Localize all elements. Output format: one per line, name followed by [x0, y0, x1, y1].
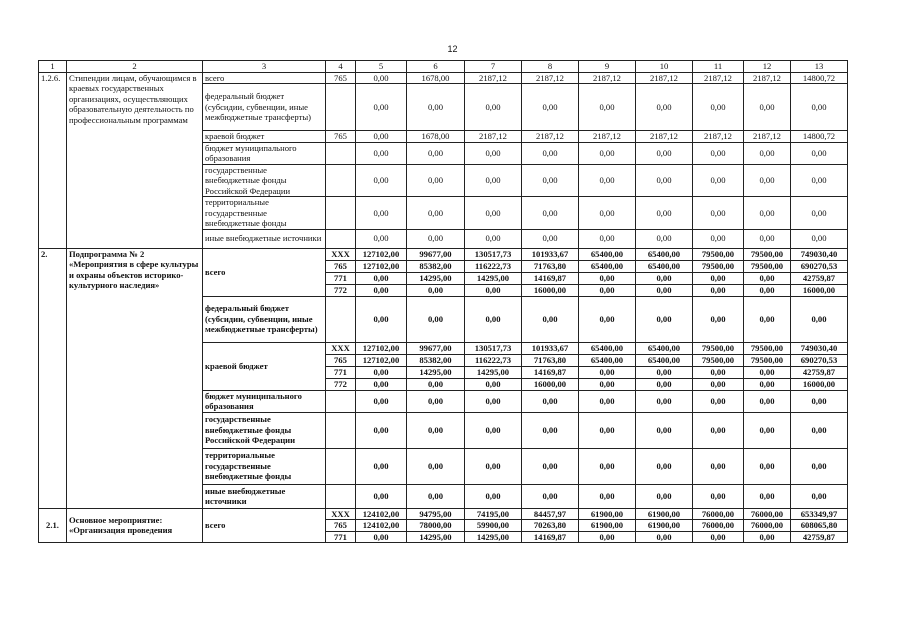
- value-cell: 94795,00: [407, 508, 465, 520]
- value-cell: 14295,00: [465, 366, 522, 378]
- value-cell: 79500,00: [693, 354, 744, 366]
- value-cell: 0,00: [636, 390, 693, 412]
- header-cell: 11: [693, 61, 744, 73]
- value-cell: 0,00: [407, 448, 465, 484]
- value-cell: 65400,00: [579, 342, 636, 354]
- value-cell: 65400,00: [636, 248, 693, 260]
- value-cell: 0,00: [407, 164, 465, 197]
- code-cell: 772: [326, 378, 356, 390]
- header-cell: 3: [203, 61, 326, 73]
- value-cell: 0,00: [465, 164, 522, 197]
- value-cell: 65400,00: [579, 260, 636, 272]
- value-cell: 14800,72: [791, 131, 848, 143]
- value-cell: 0,00: [636, 296, 693, 342]
- row-code: 1.2.6.: [39, 72, 67, 248]
- value-cell: 0,00: [744, 448, 791, 484]
- value-cell: 0,00: [693, 390, 744, 412]
- value-cell: 65400,00: [636, 354, 693, 366]
- source-cell: государственные внебюджетные фонды Российской Федерации: [203, 412, 326, 448]
- value-cell: 0,00: [744, 531, 791, 543]
- value-cell: 0,00: [744, 296, 791, 342]
- value-cell: 0,00: [356, 197, 407, 230]
- value-cell: 65400,00: [636, 342, 693, 354]
- row-name: Основное мероприятие: «Организация проведения: [67, 508, 203, 543]
- value-cell: 2187,12: [522, 131, 579, 143]
- header-cell: 8: [522, 61, 579, 73]
- value-cell: 0,00: [744, 484, 791, 508]
- value-cell: 0,00: [579, 84, 636, 131]
- value-cell: 0,00: [693, 197, 744, 230]
- value-cell: 79500,00: [744, 248, 791, 260]
- header-cell: 5: [356, 61, 407, 73]
- code-cell: 765: [326, 520, 356, 532]
- value-cell: 79500,00: [744, 354, 791, 366]
- code-cell: [326, 484, 356, 508]
- value-cell: 2187,12: [465, 72, 522, 84]
- value-cell: 76000,00: [693, 508, 744, 520]
- header-cell: 4: [326, 61, 356, 73]
- value-cell: 0,00: [356, 366, 407, 378]
- source-cell: всего: [203, 508, 326, 543]
- value-cell: 79500,00: [693, 248, 744, 260]
- value-cell: 79500,00: [693, 260, 744, 272]
- value-cell: 0,00: [579, 448, 636, 484]
- value-cell: 101933,67: [522, 342, 579, 354]
- value-cell: 0,00: [356, 484, 407, 508]
- value-cell: 0,00: [579, 272, 636, 284]
- value-cell: 71763,80: [522, 354, 579, 366]
- value-cell: 0,00: [522, 229, 579, 248]
- value-cell: 2187,12: [579, 72, 636, 84]
- value-cell: 0,00: [693, 229, 744, 248]
- value-cell: 0,00: [356, 84, 407, 131]
- value-cell: 749030,40: [791, 248, 848, 260]
- value-cell: 0,00: [407, 412, 465, 448]
- value-cell: 59900,00: [465, 520, 522, 532]
- value-cell: 14169,87: [522, 366, 579, 378]
- value-cell: 0,00: [636, 448, 693, 484]
- code-cell: [326, 197, 356, 230]
- value-cell: 61900,00: [579, 508, 636, 520]
- value-cell: 608065,80: [791, 520, 848, 532]
- value-cell: 1678,00: [407, 72, 465, 84]
- value-cell: 0,00: [636, 378, 693, 390]
- header-cell: 7: [465, 61, 522, 73]
- value-cell: 0,00: [356, 390, 407, 412]
- value-cell: 0,00: [579, 366, 636, 378]
- source-cell: всего: [203, 72, 326, 84]
- value-cell: 0,00: [791, 448, 848, 484]
- value-cell: 0,00: [356, 448, 407, 484]
- value-cell: 0,00: [522, 197, 579, 230]
- value-cell: 16000,00: [791, 378, 848, 390]
- header-cell: 12: [744, 61, 791, 73]
- code-cell: 765: [326, 354, 356, 366]
- value-cell: 0,00: [407, 197, 465, 230]
- table-row: [39, 61, 848, 73]
- value-cell: 0,00: [522, 390, 579, 412]
- value-cell: 99677,00: [407, 248, 465, 260]
- value-cell: 127102,00: [356, 248, 407, 260]
- value-cell: 124102,00: [356, 508, 407, 520]
- value-cell: 0,00: [579, 390, 636, 412]
- value-cell: 0,00: [522, 296, 579, 342]
- value-cell: 2187,12: [636, 131, 693, 143]
- value-cell: 65400,00: [636, 260, 693, 272]
- source-cell: краевой бюджет: [203, 342, 326, 390]
- value-cell: 0,00: [744, 272, 791, 284]
- value-cell: 0,00: [791, 142, 848, 164]
- value-cell: 0,00: [693, 531, 744, 543]
- value-cell: 0,00: [693, 296, 744, 342]
- value-cell: 0,00: [744, 390, 791, 412]
- value-cell: 0,00: [693, 412, 744, 448]
- value-cell: 0,00: [791, 296, 848, 342]
- value-cell: 79500,00: [693, 342, 744, 354]
- code-cell: 772: [326, 284, 356, 296]
- value-cell: 0,00: [693, 84, 744, 131]
- value-cell: 0,00: [407, 142, 465, 164]
- value-cell: 0,00: [579, 142, 636, 164]
- value-cell: 61900,00: [636, 508, 693, 520]
- value-cell: 0,00: [579, 164, 636, 197]
- value-cell: 0,00: [407, 378, 465, 390]
- value-cell: 79500,00: [744, 342, 791, 354]
- value-cell: 0,00: [636, 412, 693, 448]
- source-cell: краевой бюджет: [203, 131, 326, 143]
- value-cell: 0,00: [407, 390, 465, 412]
- value-cell: 14169,87: [522, 272, 579, 284]
- value-cell: 0,00: [407, 484, 465, 508]
- value-cell: 0,00: [356, 531, 407, 543]
- value-cell: 0,00: [744, 284, 791, 296]
- value-cell: 0,00: [744, 142, 791, 164]
- value-cell: 14295,00: [407, 531, 465, 543]
- source-cell: территориальные государственные внебюджетные фонды: [203, 197, 326, 230]
- value-cell: 0,00: [744, 378, 791, 390]
- source-cell: иные внебюджетные источники: [203, 229, 326, 248]
- code-cell: [326, 412, 356, 448]
- value-cell: 0,00: [636, 531, 693, 543]
- value-cell: 127102,00: [356, 354, 407, 366]
- value-cell: 0,00: [579, 284, 636, 296]
- value-cell: 124102,00: [356, 520, 407, 532]
- value-cell: 65400,00: [579, 354, 636, 366]
- value-cell: 0,00: [791, 197, 848, 230]
- value-cell: 0,00: [356, 378, 407, 390]
- value-cell: 0,00: [407, 84, 465, 131]
- value-cell: 14295,00: [465, 531, 522, 543]
- value-cell: 101933,67: [522, 248, 579, 260]
- code-cell: 765: [326, 131, 356, 143]
- value-cell: 2187,12: [579, 131, 636, 143]
- value-cell: 127102,00: [356, 260, 407, 272]
- value-cell: 0,00: [636, 284, 693, 296]
- value-cell: 0,00: [356, 164, 407, 197]
- source-cell: бюджет муниципального образования: [203, 390, 326, 412]
- value-cell: 0,00: [356, 412, 407, 448]
- source-cell: территориальные государственные внебюджетные фонды: [203, 448, 326, 484]
- value-cell: 0,00: [522, 84, 579, 131]
- source-cell: государственные внебюджетные фонды Российской Федерации: [203, 164, 326, 197]
- code-cell: [326, 142, 356, 164]
- header-cell: 1: [39, 61, 67, 73]
- value-cell: 0,00: [636, 142, 693, 164]
- code-cell: 765: [326, 72, 356, 84]
- value-cell: 0,00: [522, 484, 579, 508]
- value-cell: 127102,00: [356, 342, 407, 354]
- header-cell: 2: [67, 61, 203, 73]
- value-cell: 0,00: [579, 229, 636, 248]
- value-cell: 0,00: [407, 296, 465, 342]
- value-cell: 84457,97: [522, 508, 579, 520]
- source-cell: федеральный бюджет (субсидии, субвенции, иные межбюджетные трансферты): [203, 296, 326, 342]
- value-cell: 2187,12: [522, 72, 579, 84]
- budget-table: [38, 60, 848, 543]
- value-cell: 61900,00: [579, 520, 636, 532]
- value-cell: 16000,00: [522, 378, 579, 390]
- value-cell: 0,00: [465, 284, 522, 296]
- header-cell: 13: [791, 61, 848, 73]
- code-cell: XXX: [326, 342, 356, 354]
- value-cell: 0,00: [465, 390, 522, 412]
- value-cell: 79500,00: [744, 260, 791, 272]
- value-cell: 14295,00: [465, 272, 522, 284]
- value-cell: 0,00: [579, 484, 636, 508]
- value-cell: 2187,12: [636, 72, 693, 84]
- value-cell: 0,00: [636, 272, 693, 284]
- value-cell: 61900,00: [636, 520, 693, 532]
- value-cell: 116222,73: [465, 260, 522, 272]
- value-cell: 42759,87: [791, 366, 848, 378]
- value-cell: 0,00: [744, 84, 791, 131]
- page-number: 12: [447, 44, 458, 54]
- code-cell: [326, 296, 356, 342]
- value-cell: 690270,53: [791, 354, 848, 366]
- value-cell: 0,00: [465, 197, 522, 230]
- value-cell: 0,00: [356, 296, 407, 342]
- value-cell: 0,00: [465, 484, 522, 508]
- value-cell: 1678,00: [407, 131, 465, 143]
- value-cell: 749030,40: [791, 342, 848, 354]
- row-name: Подпрограмма № 2 «Мероприятия в сфере культуры и охраны объектов историко-культурного наследия»: [67, 248, 203, 508]
- value-cell: 78000,00: [407, 520, 465, 532]
- value-cell: 42759,87: [791, 531, 848, 543]
- value-cell: 0,00: [522, 412, 579, 448]
- value-cell: 2187,12: [744, 131, 791, 143]
- value-cell: 0,00: [791, 390, 848, 412]
- value-cell: 42759,87: [791, 272, 848, 284]
- source-cell: всего: [203, 248, 326, 296]
- value-cell: 0,00: [465, 142, 522, 164]
- source-cell: бюджет муниципального образования: [203, 142, 326, 164]
- code-cell: XXX: [326, 508, 356, 520]
- value-cell: 0,00: [579, 531, 636, 543]
- value-cell: 0,00: [693, 378, 744, 390]
- value-cell: 70263,80: [522, 520, 579, 532]
- value-cell: 16000,00: [791, 284, 848, 296]
- value-cell: 0,00: [356, 229, 407, 248]
- value-cell: 0,00: [522, 448, 579, 484]
- value-cell: 130517,73: [465, 248, 522, 260]
- code-cell: 771: [326, 272, 356, 284]
- value-cell: 0,00: [791, 164, 848, 197]
- source-cell: федеральный бюджет (субсидии, субвенции, иные межбюджетные трансферты): [203, 84, 326, 131]
- value-cell: 14295,00: [407, 366, 465, 378]
- value-cell: 0,00: [636, 229, 693, 248]
- value-cell: 0,00: [356, 131, 407, 143]
- row-name: Стипендии лицам, обучающимся в краевых государственных организациях, осуществляющих образовательную деятельность по профессиональным программам: [67, 72, 203, 248]
- value-cell: 0,00: [579, 197, 636, 230]
- header-cell: 9: [579, 61, 636, 73]
- value-cell: 2187,12: [693, 72, 744, 84]
- value-cell: 0,00: [791, 412, 848, 448]
- value-cell: 2187,12: [744, 72, 791, 84]
- value-cell: 0,00: [522, 142, 579, 164]
- value-cell: 0,00: [579, 412, 636, 448]
- value-cell: 0,00: [791, 84, 848, 131]
- value-cell: 0,00: [579, 296, 636, 342]
- value-cell: 0,00: [407, 229, 465, 248]
- value-cell: 74195,00: [465, 508, 522, 520]
- value-cell: 0,00: [636, 84, 693, 131]
- value-cell: 99677,00: [407, 342, 465, 354]
- code-cell: 771: [326, 366, 356, 378]
- value-cell: 14295,00: [407, 272, 465, 284]
- row-code: 2.1.: [39, 508, 67, 543]
- value-cell: 0,00: [791, 484, 848, 508]
- code-cell: [326, 448, 356, 484]
- value-cell: 76000,00: [744, 508, 791, 520]
- value-cell: 0,00: [579, 378, 636, 390]
- table-row: [39, 72, 848, 84]
- value-cell: 116222,73: [465, 354, 522, 366]
- value-cell: 16000,00: [522, 284, 579, 296]
- value-cell: 0,00: [356, 72, 407, 84]
- value-cell: 0,00: [465, 229, 522, 248]
- code-cell: XXX: [326, 248, 356, 260]
- header-cell: 6: [407, 61, 465, 73]
- value-cell: 14169,87: [522, 531, 579, 543]
- value-cell: 0,00: [693, 272, 744, 284]
- code-cell: 765: [326, 260, 356, 272]
- value-cell: 0,00: [636, 484, 693, 508]
- value-cell: 85382,00: [407, 354, 465, 366]
- row-code: 2.: [39, 248, 67, 508]
- value-cell: 0,00: [522, 164, 579, 197]
- value-cell: 0,00: [744, 197, 791, 230]
- value-cell: 76000,00: [744, 520, 791, 532]
- value-cell: 71763,80: [522, 260, 579, 272]
- table-row: [39, 248, 848, 260]
- value-cell: 76000,00: [693, 520, 744, 532]
- code-cell: [326, 229, 356, 248]
- code-cell: 771: [326, 531, 356, 543]
- value-cell: 0,00: [744, 366, 791, 378]
- code-cell: [326, 84, 356, 131]
- value-cell: 0,00: [465, 448, 522, 484]
- value-cell: 0,00: [465, 296, 522, 342]
- value-cell: 0,00: [356, 272, 407, 284]
- value-cell: 0,00: [693, 366, 744, 378]
- value-cell: 0,00: [744, 229, 791, 248]
- value-cell: 0,00: [693, 284, 744, 296]
- value-cell: 0,00: [465, 378, 522, 390]
- value-cell: 14800,72: [791, 72, 848, 84]
- value-cell: 0,00: [356, 284, 407, 296]
- code-cell: [326, 164, 356, 197]
- value-cell: 0,00: [636, 164, 693, 197]
- value-cell: 0,00: [407, 284, 465, 296]
- value-cell: 0,00: [693, 164, 744, 197]
- value-cell: 690270,53: [791, 260, 848, 272]
- value-cell: 130517,73: [465, 342, 522, 354]
- value-cell: 0,00: [356, 142, 407, 164]
- value-cell: 0,00: [636, 366, 693, 378]
- value-cell: 0,00: [744, 164, 791, 197]
- value-cell: 2187,12: [693, 131, 744, 143]
- code-cell: [326, 390, 356, 412]
- value-cell: 0,00: [465, 84, 522, 131]
- value-cell: 2187,12: [465, 131, 522, 143]
- table-row: [39, 508, 848, 520]
- value-cell: 0,00: [693, 448, 744, 484]
- value-cell: 0,00: [791, 229, 848, 248]
- value-cell: 0,00: [636, 197, 693, 230]
- value-cell: 0,00: [693, 142, 744, 164]
- value-cell: 653349,97: [791, 508, 848, 520]
- source-cell: иные внебюджетные источники: [203, 484, 326, 508]
- value-cell: 0,00: [465, 412, 522, 448]
- header-cell: 10: [636, 61, 693, 73]
- value-cell: 0,00: [693, 484, 744, 508]
- value-cell: 65400,00: [579, 248, 636, 260]
- value-cell: 0,00: [744, 412, 791, 448]
- value-cell: 85382,00: [407, 260, 465, 272]
